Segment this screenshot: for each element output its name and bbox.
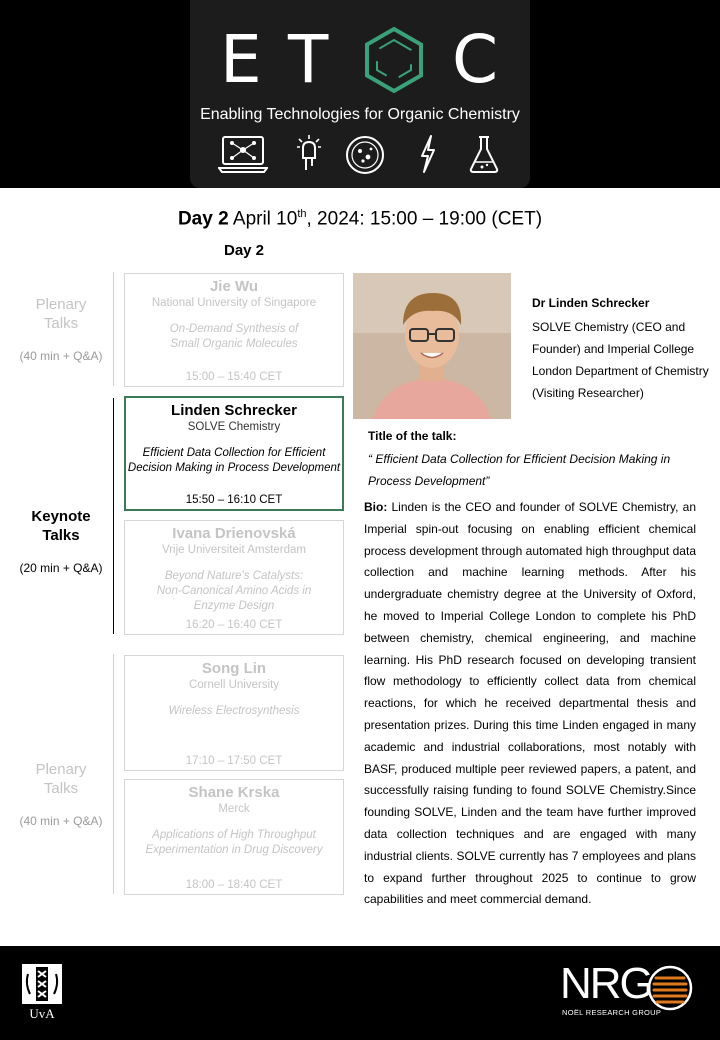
schedule-panel [0, 188, 720, 946]
bio-label: Bio: [364, 500, 388, 514]
flask-icon [468, 134, 500, 174]
talk-institution: Merck [218, 803, 250, 815]
talk-title-line: On-Demand Synthesis of [169, 323, 299, 335]
speaker-name: Dr Linden Schrecker [532, 296, 650, 310]
category-title: Keynote Talks [31, 508, 91, 544]
talk-time: 17:10 – 17:50 CET [185, 755, 283, 767]
talk-speaker: Jie Wu [209, 278, 259, 295]
logo-letter-e: E [220, 21, 262, 98]
talk-title-line: Applications of High Throughput [152, 829, 316, 841]
talk-time: 15:50 – 16:10 CET [185, 494, 283, 506]
benzene-hexagon-icon [362, 26, 426, 94]
talk-speaker: Song Lin [201, 660, 267, 677]
talk-title-line: Non-Canonical Amino Acids in [156, 585, 312, 597]
nrg-subtitle: NOËL RESEARCH GROUP [562, 1008, 662, 1017]
category-title: Plenary Talks [35, 296, 87, 332]
talk-title [125, 569, 343, 614]
day-label: Day 2 [177, 208, 229, 230]
talk-institution: National University of Singapore [151, 297, 317, 309]
talk-speaker: Linden Schrecker [171, 402, 297, 419]
nrg-logo [560, 959, 700, 1022]
uva-shield-icon [22, 964, 62, 1004]
uva-logo [22, 964, 62, 1022]
logo-icon-row [190, 134, 530, 178]
talk-institution: Vrije Universiteit Amsterdam [161, 544, 306, 556]
footer [0, 946, 720, 1040]
uva-text: UvA [29, 1006, 55, 1021]
talk-card-linden-schrecker[interactable] [124, 396, 344, 511]
talk-time: 18:00 – 18:40 CET [185, 879, 283, 891]
logo-letter-c: C [452, 21, 499, 98]
category-duration: (20 min + Q&A) [19, 561, 103, 575]
talk-speaker: Shane Krska [188, 784, 280, 801]
category-title: Plenary Talks [35, 761, 87, 797]
header [0, 0, 720, 188]
category-duration: (40 min + Q&A) [19, 349, 103, 363]
talk-time: 16:20 – 16:40 CET [185, 619, 283, 631]
day-subheading: Day 2 [224, 242, 265, 259]
talk-title-label: Title of the talk: [368, 429, 457, 443]
speaker-portrait-icon [353, 273, 511, 419]
logo-letter-t: T [288, 21, 329, 98]
nrg-coil-icon [644, 964, 698, 1012]
day-date-suffix: th [297, 208, 307, 220]
talk-title [125, 828, 343, 858]
lightning-icon [418, 134, 438, 174]
petri-dish-icon [344, 134, 386, 176]
category-keynote [0, 507, 122, 575]
bio-text: Linden is the CEO and founder of SOLVE Chemistry, an Imperial spin-out focusing on enabling efficient chemical process development through automated high throughput data collection and machine learning methods. After his undergraduate chemistry degree at the University of Oxford, he moved to Imperial College London to complete his PhD between chemistry, chemical engineering, and machine learning. His PhD research focused on developing transient flow methodology to efficiently collect data from chemical reactions, for which he received departmental thesis and presentation prizes. During this time Linden engaged in many academic and industrial collaborations, most notably with BASF, produced multiple peer reviewed papers, a patent, and successfully raising funding to found SOLVE Chemistry.Since founding SOLVE, Linden and the team have further improved data collection techniques and are engaged with many industrial clients. SOLVE currently has 7 employees and plans to expand further throughout 2025 to continue to grow capabilities and meet commercial demand. [364, 500, 696, 907]
day-heading [0, 208, 720, 230]
talk-card-jie-wu[interactable] [124, 273, 344, 387]
talk-title-line: Small Organic Molecules [170, 338, 298, 350]
talk-speaker: Ivana Drienovská [172, 525, 296, 542]
nrg-letters: NRG [560, 959, 652, 1008]
divider-line [113, 654, 114, 894]
talk-title-text: “ Efficient Data Collection for Efficient Decision Making in Process Development” [368, 452, 671, 488]
divider-line [113, 398, 114, 634]
speaker-bio [364, 497, 696, 911]
talk-title-line: Decision Making in Process Development [127, 462, 341, 474]
talk-title [125, 322, 343, 352]
divider-line [113, 272, 114, 386]
talk-title-line: Efficient Data Collection for Efficient [142, 447, 326, 459]
talk-title [126, 446, 342, 476]
laptop-network-icon [218, 134, 268, 174]
talk-title-line: Wireless Electrosynthesis [168, 705, 300, 717]
talk-card-ivana-drienovska[interactable] [124, 520, 344, 635]
talk-title-line: Beyond Nature's Catalysts: [164, 570, 304, 582]
logo-subtitle: Enabling Technologies for Organic Chemistry [200, 106, 520, 123]
day-time-range: , 2024: 15:00 – 19:00 (CET) [306, 208, 543, 230]
day-date: April 10 [232, 208, 298, 230]
speaker-affiliation: SOLVE Chemistry (CEO and Founder) and Imperial College London Department of Chemistry (Visiting Researcher) [532, 320, 709, 400]
category-duration: (40 min + Q&A) [19, 814, 103, 828]
etoc-logo [190, 0, 530, 188]
category-plenary-1 [0, 295, 122, 363]
category-plenary-2 [0, 760, 122, 828]
logo-letters [190, 22, 530, 98]
talk-title [125, 704, 343, 719]
talk-institution: SOLVE Chemistry [187, 421, 281, 433]
talk-institution: Cornell University [188, 679, 280, 691]
talk-time: 15:00 – 15:40 CET [185, 371, 283, 383]
led-bulb-icon [296, 134, 322, 174]
talk-card-song-lin[interactable] [124, 655, 344, 771]
talk-title-line: Experimentation in Drug Discovery [145, 844, 323, 856]
talk-card-shane-krska[interactable] [124, 779, 344, 895]
talk-title-line: Enzyme Design [193, 600, 275, 612]
speaker-photo [353, 273, 511, 419]
